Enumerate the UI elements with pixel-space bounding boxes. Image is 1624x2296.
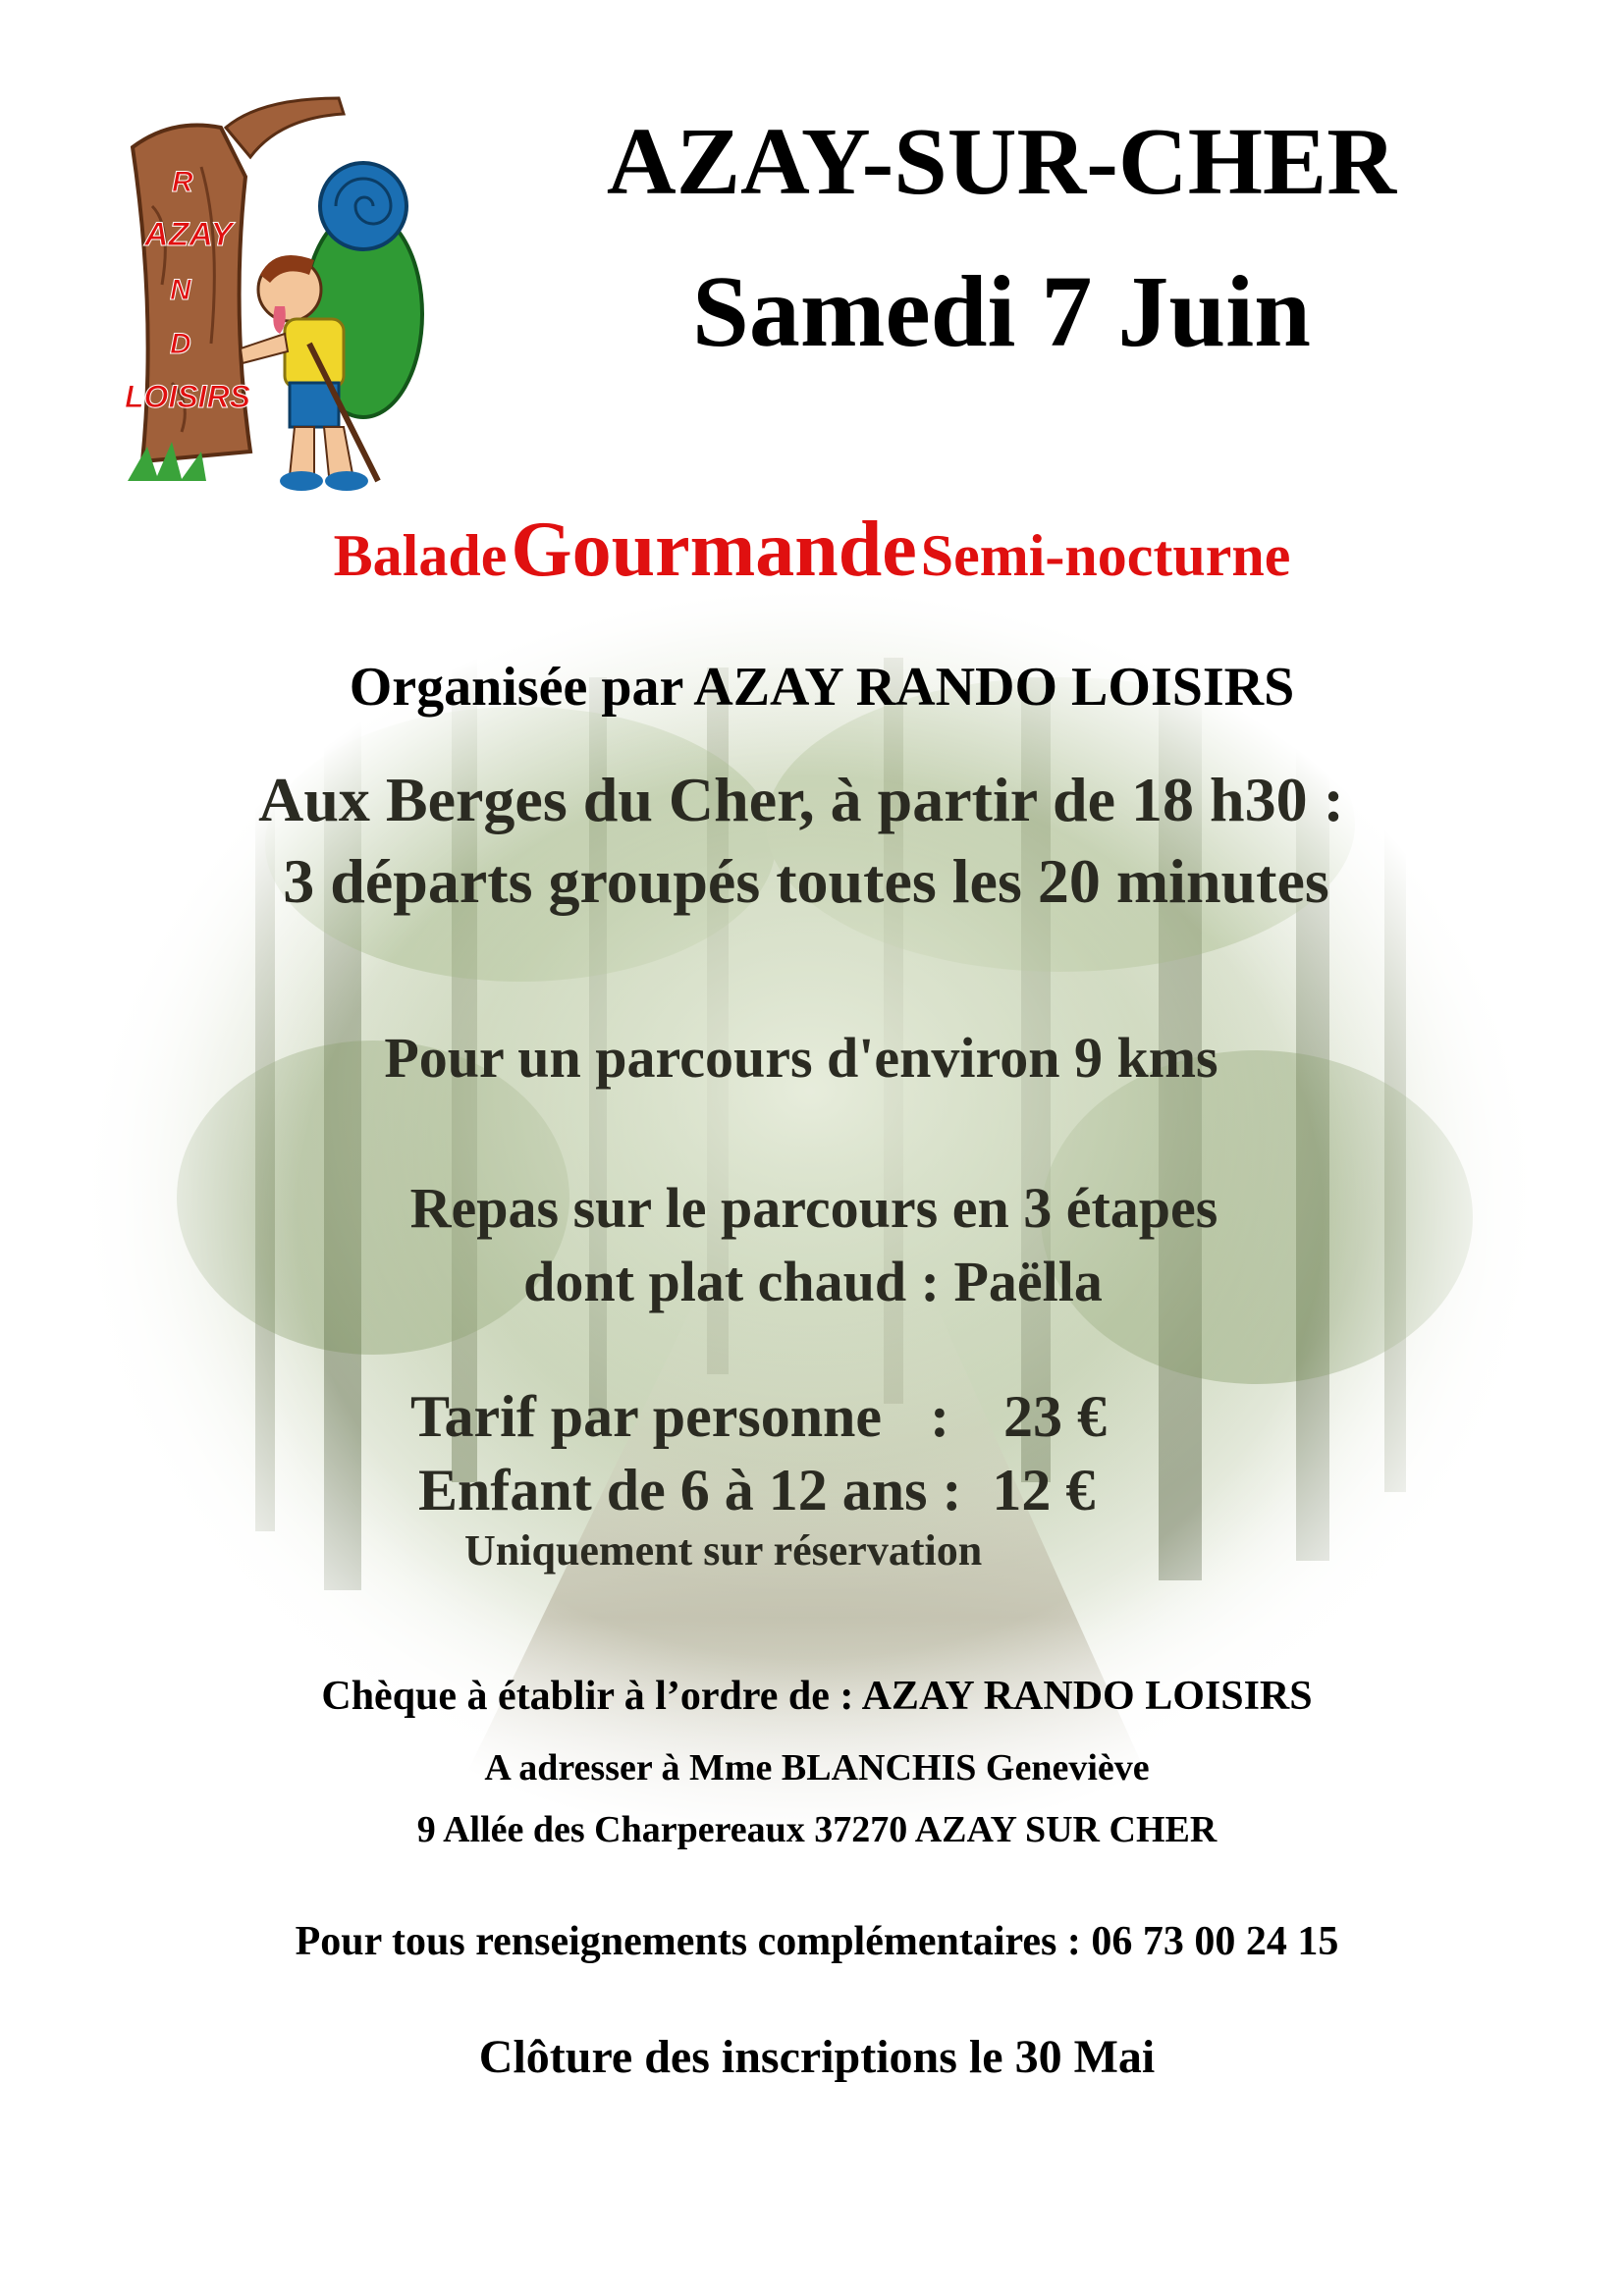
logo-word-azay: AZAY (144, 216, 234, 253)
contact-info-line: Pour tous renseignements complémentaires : 06 73 00 24 15 (295, 1919, 1339, 1964)
adult-price-label: Tarif par personne (410, 1384, 883, 1449)
logo-letter-r: R (172, 166, 193, 198)
organizer-line (0, 653, 1624, 721)
event-date (447, 253, 1556, 371)
meal-line-2: dont plat chaud : Paëlla (523, 1250, 1103, 1313)
town-title-text: AZAY-SUR-CHER (606, 109, 1397, 215)
organizer-name: AZAY RANDO LOISIRS (693, 657, 1295, 718)
start-location-line: Aux Berges du Cher, à partir de 18 h30 : (258, 765, 1344, 834)
cheque-line: Chèque à établir à l’ordre de : AZAY RANDO LOISIRS (321, 1674, 1313, 1719)
event-date-text: Samedi 7 Juin (692, 255, 1311, 368)
logo-letter-d: D (170, 328, 191, 360)
child-price-row (418, 1453, 1095, 1527)
child-price-value: 12 € (992, 1458, 1096, 1522)
departures-line: 3 départs groupés toutes les 20 minutes (283, 846, 1329, 916)
event-name-semi-nocturne: Semi-nocturne (920, 523, 1291, 588)
meal-line-1: Repas sur le parcours en 3 étapes (409, 1176, 1218, 1240)
organizer-prefix: Organisée par (349, 657, 683, 718)
adult-price-value: 23 € (1003, 1384, 1108, 1449)
reservation-note: Uniquement sur réservation (464, 1526, 983, 1575)
adult-price-colon: : (930, 1384, 950, 1449)
event-name-balade: Balade (333, 523, 508, 588)
event-name-gourmande: Gourmande (511, 507, 917, 593)
child-price-label: Enfant de 6 à 12 ans : (418, 1458, 962, 1522)
event-name (98, 501, 1526, 620)
logo-letter-n: N (170, 274, 191, 306)
registration-closing-line: Clôture des inscriptions le 30 Mai (478, 2031, 1156, 2083)
town-title (447, 108, 1556, 216)
azay-rando-loisirs-logo (113, 88, 427, 501)
address-line-1: A adresser à Mme BLANCHIS Geneviève (484, 1747, 1150, 1789)
route-distance-line: Pour un parcours d'environ 9 kms (384, 1026, 1218, 1090)
logo-word-loisirs: LOISIRS (125, 379, 251, 414)
address-line-2: 9 Allée des Charpereaux 37270 AZAY SUR CHER (416, 1809, 1218, 1850)
adult-price-row (410, 1379, 1107, 1454)
